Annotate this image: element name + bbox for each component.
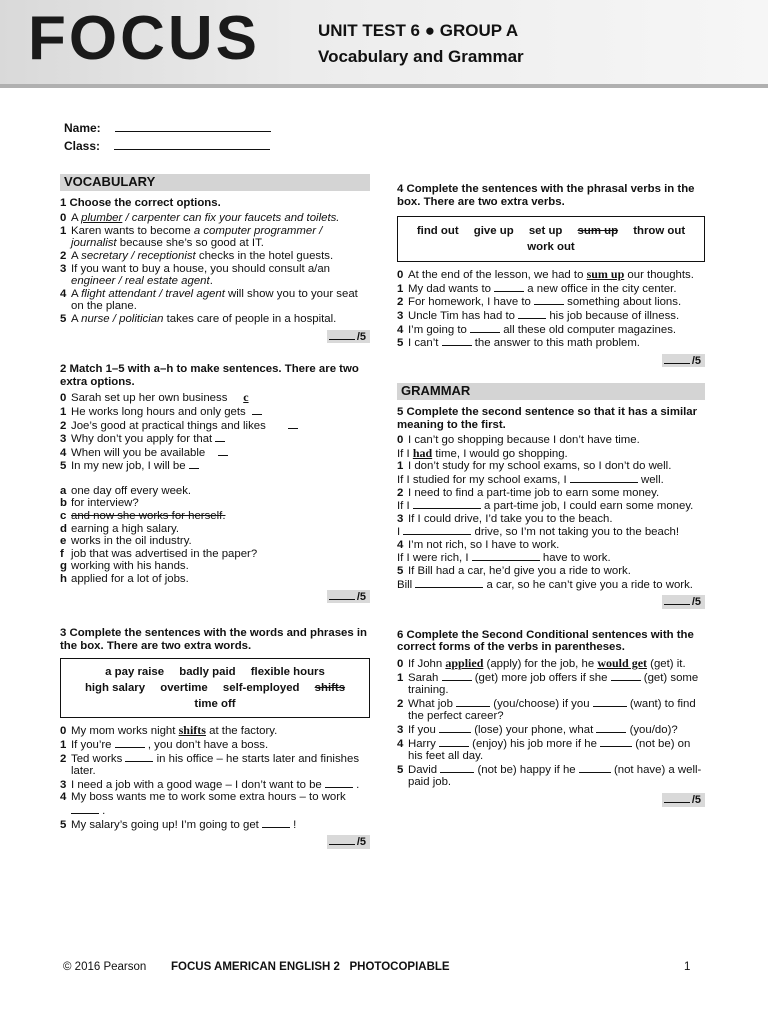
ex5-item-4a: 4 I’m not rich, so I have to work.: [397, 538, 560, 551]
ex2-item-3: 3 Why don’t you apply for that: [60, 432, 370, 446]
ex6-item-0: 0 If John applied (apply) for the job, he would get (get) it.: [397, 656, 686, 671]
ex4-score: /5: [397, 354, 705, 368]
ex5-score: /5: [397, 595, 705, 609]
ex2-option-a: a one day off every week.: [60, 484, 192, 497]
ex1-score: /5: [60, 330, 370, 344]
ex2-item-5: 5 In my new job, I will be: [60, 459, 370, 473]
ex4-word: set up: [528, 225, 563, 238]
ex3-item-0: 0 My mom works night shifts at the factory.: [60, 723, 278, 738]
ex2-option-h: h applied for a lot of jobs.: [60, 573, 189, 586]
exercise-5: [397, 406, 705, 609]
ex3-item-2: 2 Ted works in his office – he starts later and finishes later.: [60, 752, 360, 778]
ex1-item-5: 5 A nurse / politician takes care of people in a hospital.: [60, 312, 337, 325]
ex4-word-used: sum up: [577, 225, 619, 238]
ex4-item-5: 5 I can’t the answer to this math problem.: [397, 337, 640, 350]
ex1-item-3: 3 If you want to buy a house, you should consult a/an engineer / real estate agent.: [60, 262, 330, 288]
ex2-instruction: 2 Match 1–5 with a–h to make sentences. There are two extra options.: [60, 363, 359, 388]
ex2-option-b: b for interview?: [60, 497, 139, 510]
ex5-item-3a: 3 If I could drive, I’d take you to the beach.: [397, 512, 613, 525]
header-divider: [0, 84, 768, 88]
ex6-item-5: 5 David (not be) happy if he (not have) a well-paid job.: [397, 763, 702, 789]
test-subtitle: Vocabulary and Grammar: [318, 47, 524, 66]
ex4-item-0: 0 At the end of the lesson, we had to sum up our thoughts.: [397, 267, 694, 282]
ex2-option-f: f job that was advertised in the paper?: [60, 547, 258, 560]
grammar-heading: GRAMMAR: [397, 383, 705, 400]
ex2-item-1: 1 He works long hours and only gets: [60, 405, 370, 419]
ex3-word: time off: [194, 698, 236, 711]
ex5-item-0a: 0 I can’t go shopping because I don’t have time.: [397, 434, 640, 447]
ex3-score: /5: [60, 835, 370, 849]
class-field[interactable]: [64, 139, 270, 153]
name-field[interactable]: [64, 121, 271, 135]
ex2-item-0: 0 Sarah set up her own business c: [60, 390, 249, 405]
ex1-item-4: 4 A flight attendant / travel agent will show you to your seat on the plane.: [60, 287, 358, 313]
ex2-score: /5: [60, 590, 370, 604]
ex3-item-1: 1 If you’re , you don’t have a boss.: [60, 739, 269, 751]
ex2-item-4: 4 When will you be available: [60, 446, 370, 460]
ex3-word: badly paid: [179, 666, 236, 679]
ex6-item-4: 4 Harry (enjoy) his job more if he (not be) on his feet all day.: [397, 737, 691, 763]
ex6-item-2: 2 What job (you/choose) if you (want) to find the perfect career?: [397, 697, 696, 723]
ex4-item-4: 4 I’m going to all these old computer magazines.: [397, 323, 677, 336]
footer-copyright: © 2016 Pearson: [63, 961, 147, 973]
ex5-item-5b: Bill a car, so he can’t give you a ride to work.: [397, 578, 693, 591]
ex5-instruction: 5 Complete the second sentence so that it has a similar meaning to the first.: [397, 405, 698, 431]
exercise-1: [60, 197, 370, 344]
ex3-word-box: [60, 658, 370, 718]
ex6-item-1: 1 Sarah (get) more job offers if she (get) some training.: [397, 671, 699, 697]
page-number: 1: [684, 961, 691, 973]
test-title: UNIT TEST 6 ● GROUP A: [318, 21, 519, 40]
ex5-item-1b: If I studied for my school exams, I well.: [397, 473, 664, 486]
ex4-item-1: 1 My dad wants to a new office in the city center.: [397, 282, 677, 295]
ex3-word-used: shifts: [314, 682, 346, 695]
ex3-item-3: 3 I need a job with a good wage – I don’t want to be .: [60, 778, 360, 791]
focus-logo: FOCUS: [28, 4, 260, 73]
ex4-word-box: [397, 216, 705, 262]
ex4-word: work out: [527, 241, 575, 254]
ex1-instruction: 1 Choose the correct options.: [60, 196, 221, 209]
ex5-item-4b: If I were rich, I have to work.: [397, 552, 611, 565]
ex6-instruction: 6 Complete the Second Conditional sentences with the correct forms of the verbs in parentheses.: [397, 628, 694, 654]
ex3-item-5: 5 My salary’s going up! I’m going to get !: [60, 818, 297, 831]
ex1-item-1: 1 Karen wants to become a computer programmer / journalist because she’s so good at IT.: [60, 224, 323, 250]
ex1-item-0: 0 A plumber / carpenter can fix your faucets and toilets.: [60, 212, 340, 225]
ex4-word: give up: [473, 225, 514, 238]
footer-book-title: FOCUS AMERICAN ENGLISH 2 PHOTOCOPIABLE: [171, 961, 450, 973]
ex4-word: find out: [416, 225, 459, 238]
right-column: [397, 183, 705, 807]
ex2-option-d: d earning a high salary.: [60, 522, 180, 535]
ex5-item-2a: 2 I need to find a part-time job to earn some money.: [397, 486, 660, 499]
ex5-item-0b: If I had time, I would go shopping.: [397, 445, 568, 460]
ex3-item-4: 4 My boss wants me to work some extra hours – to work .: [60, 791, 346, 817]
exercise-6: [397, 629, 705, 807]
ex3-word: overtime: [160, 682, 208, 695]
ex2-option-e: e works in the oil industry.: [60, 535, 192, 548]
ex5-item-5a: 5 If Bill had a car, he’d give you a ride to work.: [397, 565, 631, 578]
exercise-4: [397, 183, 705, 367]
ex1-item-2: 2 A secretary / receptionist checks in the hotel guests.: [60, 249, 334, 262]
ex4-item-2: 2 For homework, I have to something about lions.: [397, 296, 682, 309]
ex3-word: high salary: [84, 682, 146, 695]
ex2-item-2: 2 Joe’s good at practical things and likes: [60, 419, 370, 433]
ex3-word: flexible hours: [250, 666, 325, 679]
ex6-item-3: 3 If you (lose) your phone, what (you/do)?: [397, 724, 678, 736]
ex4-word: throw out: [633, 225, 686, 238]
ex3-word: a pay raise: [105, 666, 165, 679]
ex4-item-3: 3 Uncle Tim has had to his job because of illness.: [397, 309, 680, 322]
ex3-word: self-employed: [222, 682, 300, 695]
class-label: Class:: [64, 139, 101, 153]
exercise-3: [60, 627, 370, 849]
vocabulary-heading: VOCABULARY: [60, 174, 370, 191]
ex2-option-c: c and now she works for herself.: [60, 510, 226, 523]
exercise-2: [60, 363, 370, 603]
left-column: [60, 174, 370, 849]
ex5-item-1a: 1 I don’t study for my school exams, so I don’t do well.: [397, 460, 672, 473]
ex2-option-g: g working with his hands.: [60, 560, 189, 573]
ex6-score: /5: [397, 793, 705, 807]
ex5-item-3b: I drive, so I’m not taking you to the beach!: [397, 526, 680, 539]
ex4-instruction: 4 Complete the sentences with the phrasal verbs in the box. There are two extra verbs.: [397, 183, 695, 208]
ex5-item-2b: If I a part-time job, I could earn some money.: [397, 500, 694, 513]
ex3-instruction: 3 Complete the sentences with the words and phrases in the box. There are two extra words.: [60, 627, 367, 652]
name-label: Name:: [64, 121, 101, 135]
